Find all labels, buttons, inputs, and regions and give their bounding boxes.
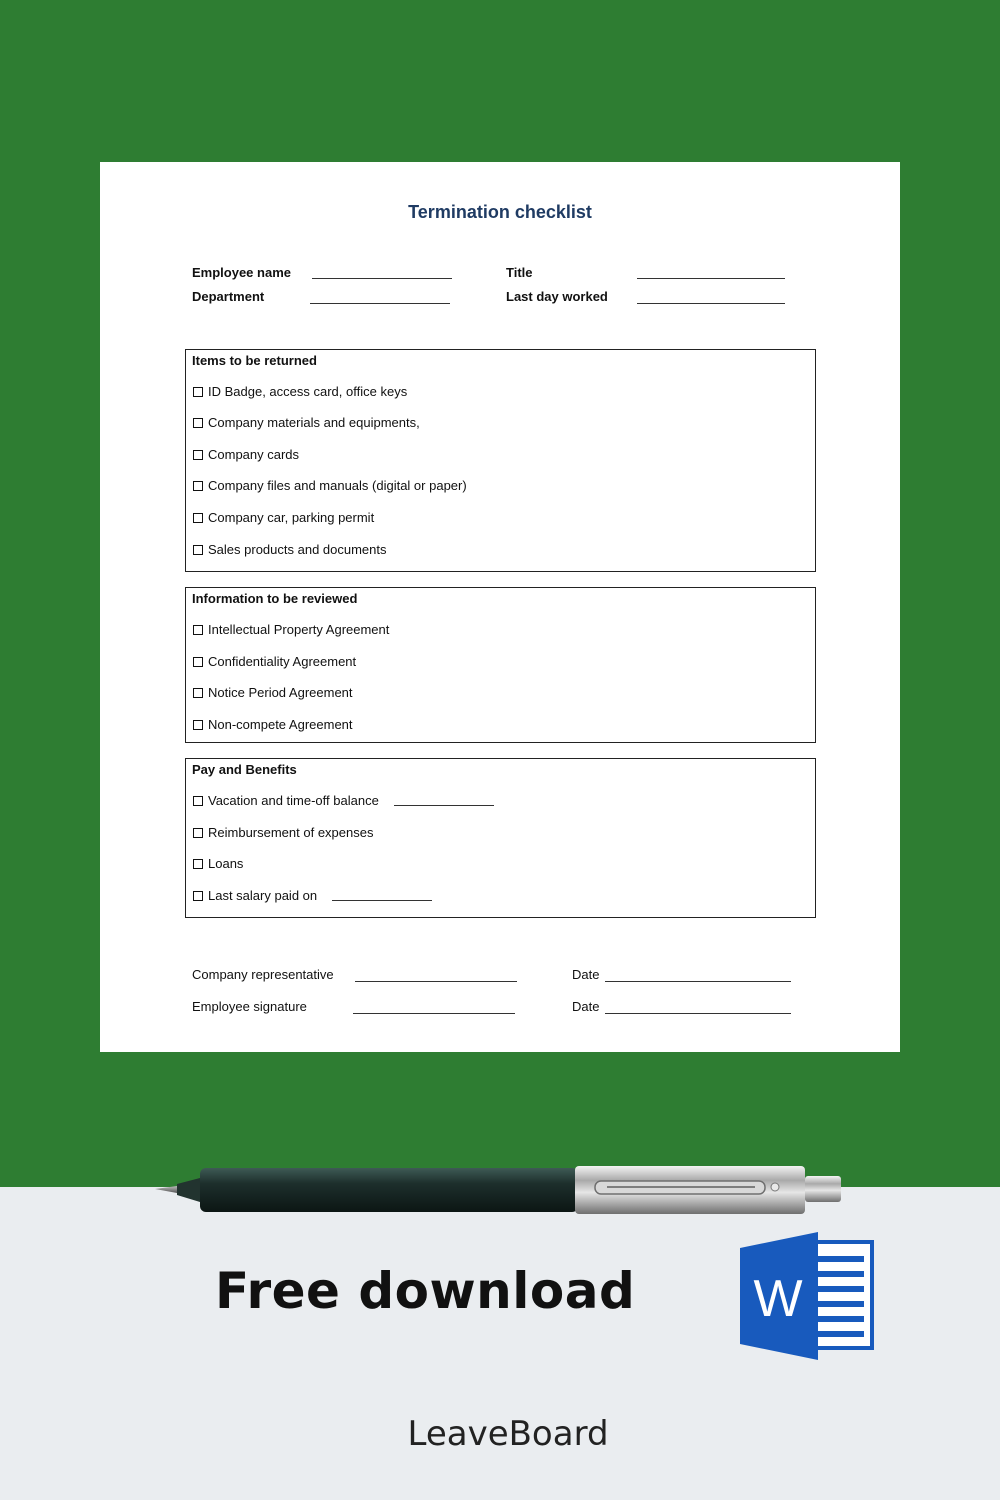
list-item[interactable]: [193, 384, 407, 399]
list-item[interactable]: [193, 888, 432, 903]
checkbox[interactable]: [193, 859, 203, 869]
free-download-label[interactable]: Free download: [215, 1262, 636, 1320]
checkbox[interactable]: [193, 418, 203, 428]
section-items-returned: [185, 349, 816, 572]
item-label: Vacation and time-off balance: [208, 793, 379, 808]
list-item[interactable]: [193, 717, 353, 732]
title-line[interactable]: [637, 278, 785, 279]
employee-sig-label: Employee signature: [192, 999, 307, 1014]
list-item[interactable]: [193, 622, 389, 637]
employee-date-line[interactable]: [605, 1013, 791, 1014]
item-label: Non-compete Agreement: [208, 717, 353, 732]
list-item[interactable]: [193, 478, 467, 493]
checkbox[interactable]: [193, 450, 203, 460]
title-label: Title: [506, 265, 533, 280]
employee-sig-line[interactable]: [353, 1013, 515, 1014]
checkbox[interactable]: [193, 657, 203, 667]
word-letter: W: [753, 1270, 803, 1328]
item-label: Company files and manuals (digital or paper): [208, 478, 467, 493]
date-label: Date: [572, 967, 600, 982]
department-line[interactable]: [310, 303, 450, 304]
last-day-line[interactable]: [637, 303, 785, 304]
company-rep-date-line[interactable]: [605, 981, 791, 982]
item-label: Intellectual Property Agreement: [208, 622, 390, 637]
list-item[interactable]: [193, 825, 373, 840]
checkbox[interactable]: [193, 828, 203, 838]
list-item[interactable]: [193, 447, 299, 462]
checkbox[interactable]: [193, 796, 203, 806]
item-label: Last salary paid on: [208, 888, 318, 903]
company-rep-label: Company representative: [192, 967, 334, 982]
item-label: Sales products and documents: [208, 542, 387, 557]
pen-image: [155, 1162, 845, 1218]
vacation-balance-line[interactable]: [394, 805, 494, 806]
employee-name-line[interactable]: [312, 278, 452, 279]
item-label: ID Badge, access card, office keys: [208, 384, 408, 399]
item-label: Loans: [208, 856, 244, 871]
section-title: Items to be returned: [192, 353, 317, 368]
word-document-icon[interactable]: [740, 1232, 874, 1360]
last-day-label: Last day worked: [506, 289, 608, 304]
item-label: Company materials and equipments,: [208, 415, 420, 430]
list-item[interactable]: [193, 793, 494, 808]
section-title: Pay and Benefits: [192, 762, 297, 777]
item-label: Company car, parking permit: [208, 510, 375, 525]
list-item[interactable]: [193, 654, 356, 669]
checkbox[interactable]: [193, 513, 203, 523]
section-information-reviewed: [185, 587, 816, 743]
list-item[interactable]: [193, 415, 420, 430]
checklist-document: [100, 162, 900, 1052]
item-label: Notice Period Agreement: [208, 685, 353, 700]
section-pay-benefits: [185, 758, 816, 918]
checkbox[interactable]: [193, 481, 203, 491]
date-label: Date: [572, 999, 600, 1014]
checkbox[interactable]: [193, 545, 203, 555]
employee-name-label: Employee name: [192, 265, 291, 280]
item-label: Reimbursement of expenses: [208, 825, 374, 840]
section-title: Information to be reviewed: [192, 591, 358, 606]
checkbox[interactable]: [193, 387, 203, 397]
list-item[interactable]: [193, 856, 243, 871]
last-salary-line[interactable]: [332, 900, 432, 901]
item-label: Confidentiality Agreement: [208, 654, 357, 669]
checkbox[interactable]: [193, 625, 203, 635]
list-item[interactable]: [193, 510, 374, 525]
company-rep-line[interactable]: [355, 981, 517, 982]
list-item[interactable]: [193, 685, 353, 700]
brand-name: LeaveBoard: [407, 1414, 609, 1454]
department-label: Department: [192, 289, 265, 304]
checkbox[interactable]: [193, 720, 203, 730]
item-label: Company cards: [208, 447, 300, 462]
checkbox[interactable]: [193, 891, 203, 901]
document-title: Termination checklist: [408, 202, 592, 222]
list-item[interactable]: [193, 542, 387, 557]
checkbox[interactable]: [193, 688, 203, 698]
